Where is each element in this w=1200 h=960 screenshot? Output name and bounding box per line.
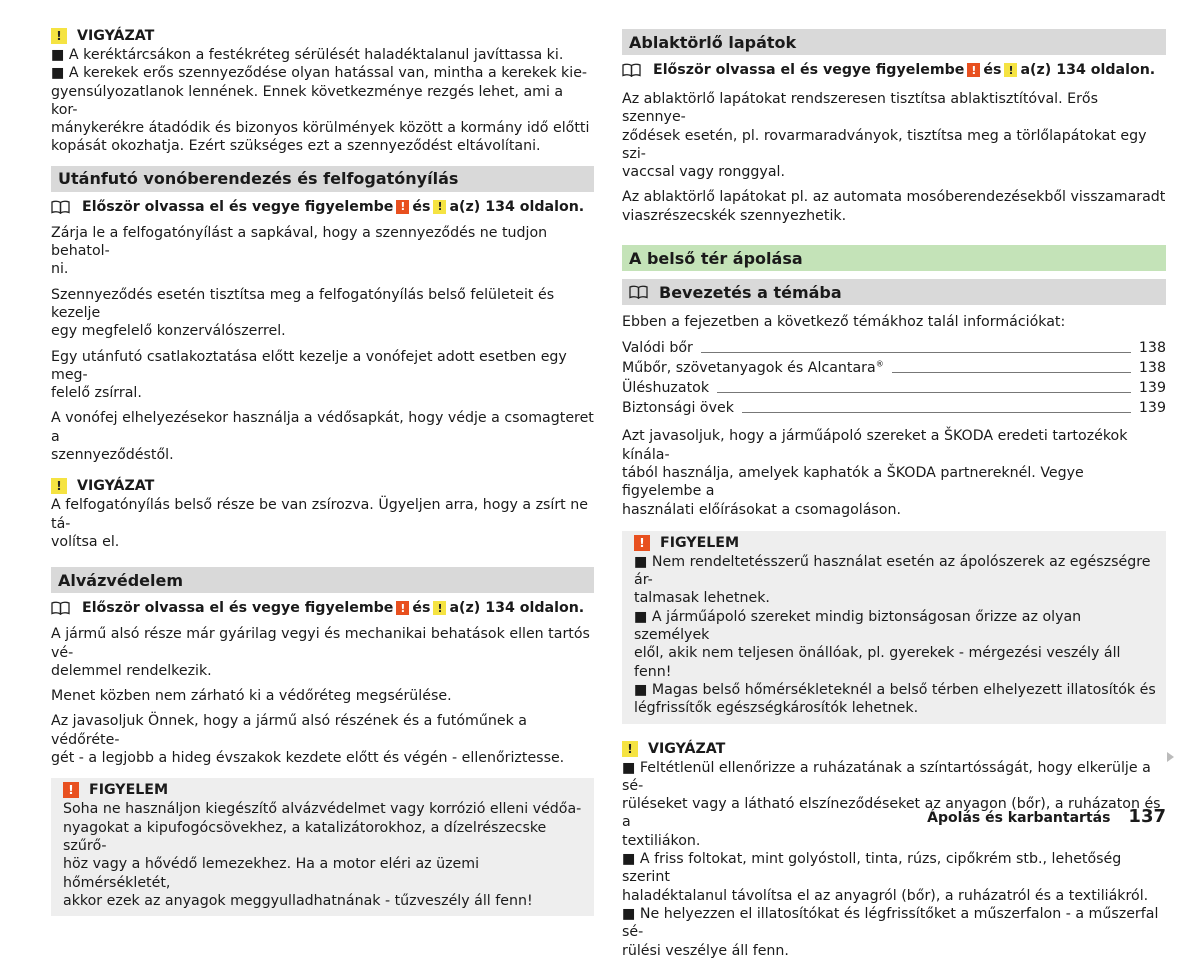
left-column: ! VIGYÁZAT ■ A keréktárcsákon a festékréteg sérülését haladéktalanul javíttassa ki. ■ A kerekek erős szennyeződése olyan hatással van, mintha a kerekek kie- gyensúlyozatlanok lennének. Ennek következménye rezgés lehet, ami a kor- mánykerékre átadódik és bizonyos körülmények között a kormány idő előtti kopását okozhatja. Ezért szükséges ezt a szennyeződést eltávolítani. Utánfutó vonóberendezés és felfogatónyílás Először olvassa el és vegye figyelembe ! és ! a(z) 134 oldalon. Zárja le a felfogatónyílást a sapkával, hogy a szennyeződés ne tudjon behatol- ni. Szennyeződés esetén tisztítsa meg a felfogatónyílás belső felületeit és kezelje egy megfelelő konzerválószerrel. Egy utánfutó csatlakoztatása előtt kezelje a vonófejet adott esetben egy meg- felelő zsírral. A vonófej elhelyezésekor használja a védősapkát, hogy védje a csomagteret a szennyeződéstől. ! VIGYÁZAT A felfogatónyílás belső része be van zsírozva. Ügyeljen arra, hogy a zsírt ne tá- volítsa el. Alvázvédelem Először olvassa el és vegye figyelembe ! és ! a(z) 134 oldalon. A jármű alsó része már gyárilag vegyi és mechanikai behatások ellen tartós vé- delemmel rendelkezik. Menet közben nem zárható ki a védőréteg megsérülése. Az javasoljuk Önnek, hogy a jármű alsó részének és a futóműnek a védőréte- gét - a legjobb a hideg évszakok kezdete előtt és végén - ellenőriztesse. ! FIGYELEM Soha ne használjon kiegészítő alvázvédelmet vagy korrózió elleni védőa- nyagokat a kipufogócsövekhez, a katalizátorokhoz, a dízelrészecske szűrő- höz vagy a hővédő lemezekhez. Ha a motor eléri az üzemi hőmérsékletét, akkor ezek az anyagok meggyulladhatnának - tűzveszély áll fenn!: [51, 26, 594, 916]
caution-text: ■ A kerekek erős szennyeződése olyan hatással van, mintha a kerekek kie-: [51, 65, 588, 82]
caution-heading: ! VIGYÁZAT: [622, 739, 1166, 759]
caution-heading: ! VIGYÁZAT: [51, 476, 594, 496]
section-title-towing: Utánfutó vonóberendezés és felfogatónyílás: [51, 166, 594, 192]
warning-yellow-icon: !: [433, 601, 446, 615]
danger-exclamation-icon: !: [634, 535, 650, 551]
continue-arrow-icon: [1167, 752, 1174, 762]
toc-entry[interactable]: Biztonsági övek 139: [622, 400, 1166, 417]
right-column: Ablaktörlő lapátok Először olvassa el és vegye figyelembe ! és ! a(z) 134 oldalon. Az ablaktörlő lapátokat rendszeresen tisztítsa ablaktisztítóval. Erős szennye- ződések esetén, pl. rovarmaradványok, tisztítsa meg a törlőlapátokat egy szi- vaccsal vagy ronggyal. Az ablaktörlő lapátokat pl. az automata mosóberendezésekből visszamaradt viaszrészecskék szennyezhetik. A belső tér ápolása Bevezetés a témába Ebben a fejezetben a következő témákhoz talál információkat: Valódi bőr 138 Műbőr, szövetanyagok és Alcantara® 138 Üléshuzatok 139 Biztonsági övek 139 Azt javasoljuk, hogy a járműápoló szereket a ŠKODA eredeti tartozékok kínála- tából használja, amelyek kaphatók a ŠKODA partnereknél. Vegye figyelembe a használati előírásokat a csomagoláson. ! FIGYELEM ■ Nem rendeltetésszerű használat esetén az ápolószerek az egészségre ár- talmasak lehetnek. ■ A járműápoló szereket mindig biztonságosan őrizze az olyan személyek elől, akik nem teljesen önállóak, pl. gyerekek - mérgezési veszély áll fenn! ■ Magas belső hőmérsékleteknél a belső térben elhelyezett illatosítók és légfrissítők egészségkárosítók lehetnek. ! VIGYÁZAT ■ Feltétlenül ellenőrizze a ruházatának a színtartósságát, hogy elkerülje a sé- rüléseket vagy a látható elszíneződéseket az anyagon (bőr), a ruházaton és a textiliákon. ■ A friss foltokat, mint golyóstoll, tinta, rúzs, cipőkrém stb., lehetőség szerint haladéktalanul távolítsa el az anyagról (bőr), a ruházatról és a textiliákról. ■ Ne helyezzen el illatosítókat és légfrissítőket a műszerfalon - a műszerfal sé- rülési veszélye áll fenn.: [622, 29, 1166, 960]
warning-exclamation-icon: !: [51, 28, 67, 44]
book-icon: [51, 200, 70, 214]
caution-block-colorfastness: ! VIGYÁZAT ■ Feltétlenül ellenőrizze a ruházatának a színtartósságát, hogy elkerülje a sé- rüléseket vagy a látható elszíneződéseket az anyagon (bőr), a ruházaton és a textiliákon. ■ A friss foltokat, mint golyóstoll, tinta, rúzs, cipőkrém stb., lehetőség szerint haladéktalanul távolítsa el az anyagról (bőr), a ruházatról és a textiliákról. ■ Ne helyezzen el illatosítókat és légfrissítőket a műszerfalon - a műszerfal sé- rülési veszélye áll fenn.: [622, 739, 1166, 960]
warning-heading: ! FIGYELEM: [622, 533, 1156, 553]
toc-entry[interactable]: Üléshuzatok 139: [622, 380, 1166, 397]
section-title-wipers: Ablaktörlő lapátok: [622, 29, 1166, 55]
warning-box-underbody: ! FIGYELEM Soha ne használjon kiegészítő alvázvédelmet vagy korrózió elleni védőa- nyagokat a kipufogócsövekhez, a katalizátorokhoz, a dízelrészecske szűrő- höz vagy a hővédő lemezekhez. Ha a motor eléri az üzemi hőmérsékletét, akkor ezek az anyagok meggyulladhatnának - tűzveszély áll fenn!: [51, 778, 594, 916]
table-of-contents: [622, 338, 1166, 418]
danger-exclamation-icon: !: [63, 782, 79, 798]
caution-heading: ! VIGYÁZAT: [51, 26, 594, 46]
book-icon: [629, 285, 648, 299]
warning-heading: ! FIGYELEM: [51, 780, 584, 800]
reference-line: Először olvassa el és vegye figyelembe ! és ! a(z) 134 oldalon.: [51, 196, 594, 218]
caution-text: mánykerékre átadódik és bizonyos körülmények között a kormány idő előtti: [51, 120, 590, 137]
warning-red-icon: !: [967, 63, 980, 77]
caution-text: gyensúlyozatlanok lennének. Ennek következménye rezgés lehet, ami a kor-: [51, 83, 564, 118]
book-icon: [622, 63, 641, 77]
section-title-underbody: Alvázvédelem: [51, 567, 594, 593]
warning-exclamation-icon: !: [51, 478, 67, 494]
reference-line: Először olvassa el és vegye figyelembe ! és ! a(z) 134 oldalon.: [622, 59, 1166, 81]
caution-text: kopását okozhatja. Ezért szükséges ezt a szennyeződést eltávolítani.: [51, 138, 541, 155]
warning-red-icon: !: [396, 200, 409, 214]
toc-entry[interactable]: Műbőr, szövetanyagok és Alcantara® 138: [622, 359, 1166, 377]
caution-block-grease: ! VIGYÁZAT A felfogatónyílás belső része be van zsírozva. Ügyeljen arra, hogy a zsírt ne tá- volítsa el.: [51, 476, 594, 551]
warning-red-icon: !: [396, 601, 409, 615]
section-title-intro: Bevezetés a témába: [622, 279, 1166, 305]
footer-chapter-title: Ápolás és karbantartás: [927, 810, 1111, 826]
warning-exclamation-icon: !: [622, 741, 638, 757]
chapter-title-interior: A belső tér ápolása: [622, 245, 1166, 271]
warning-box-care-products: ! FIGYELEM ■ Nem rendeltetésszerű használat esetén az ápolószerek az egészségre ár- talmasak lehetnek. ■ A járműápoló szereket mindig biztonságosan őrizze az olyan személyek elől, akik nem teljesen önállóak, pl. gyerekek - mérgezési veszély áll fenn! ■ Magas belső hőmérsékleteknél a belső térben elhelyezett illatosítók és légfrissítők egészségkárosítók lehetnek.: [622, 531, 1166, 724]
book-icon: [51, 601, 70, 615]
reference-line: Először olvassa el és vegye figyelembe ! és ! a(z) 134 oldalon.: [51, 597, 594, 619]
toc-entry[interactable]: Valódi bőr 138: [622, 340, 1166, 357]
page-footer: [927, 806, 1166, 827]
warning-yellow-icon: !: [433, 200, 446, 214]
warning-yellow-icon: !: [1004, 63, 1017, 77]
page-number: 137: [1128, 806, 1166, 827]
caution-block-wheels: [51, 26, 594, 156]
caution-text: ■ A keréktárcsákon a festékréteg sérülését haladéktalanul javíttassa ki.: [51, 47, 564, 63]
